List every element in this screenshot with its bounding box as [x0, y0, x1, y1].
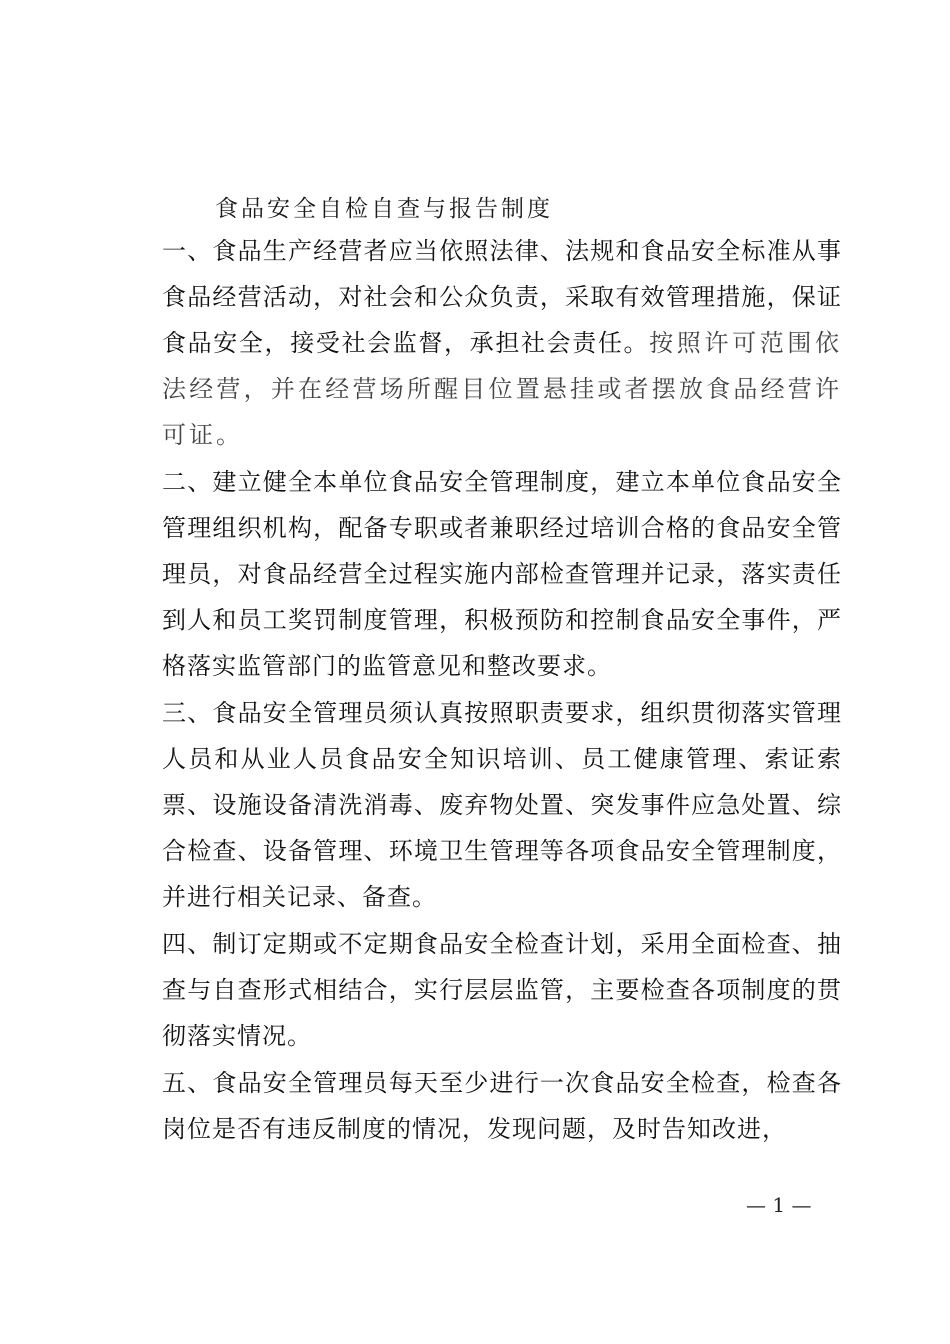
paragraph-1-soft-text: 按照许可范围依法经营，并在经营场所醒目位置悬挂或者摆放食品经营许可证。 — [162, 329, 843, 449]
paragraph-1 — [162, 228, 842, 458]
paragraph-1-text: 一、食品生产经营者应当依照法律、法规和食品安全标准从事食品经营活动，对社会和公众负责，采取有效管理措施，保证食品安全，接受社会监督，承担社会责任。 — [162, 237, 842, 357]
document-title: 食品安全自检自查与报告制度 — [215, 196, 553, 222]
paragraph-3: 三、食品安全管理员须认真按照职责要求，组织贯彻落实管理人员和从业人员食品安全知识培训、员工健康管理、索证索票、设施设备清洗消毒、废弃物处置、突发事件应急处置、综合检查、设备管理、环境卫生管理等各项食品安全管理制度，并进行相关记录、备查。 — [162, 699, 842, 911]
paragraph-4: 四、制订定期或不定期食品安全检查计划，采用全面检查、抽查与自查形式相结合，实行层层监管，主要检查各项制度的贯彻落实情况。 — [162, 930, 842, 1050]
paragraph-5: 五、食品安全管理员每天至少进行一次食品安全检查，检查各岗位是否有违反制度的情况，发现问题，及时告知改进， — [162, 1069, 842, 1143]
page-number: — 1 — — [746, 1193, 812, 1217]
paragraph-2: 二、建立健全本单位食品安全管理制度，建立本单位食品安全管理组织机构，配备专职或者兼职经过培训合格的食品安全管理员，对食品经营全过程实施内部检查管理并记录，落实责任到人和员工奖罚制度管理，积极预防和控制食品安全事件，严格落实监管部门的监管意见和整改要求。 — [162, 468, 842, 680]
